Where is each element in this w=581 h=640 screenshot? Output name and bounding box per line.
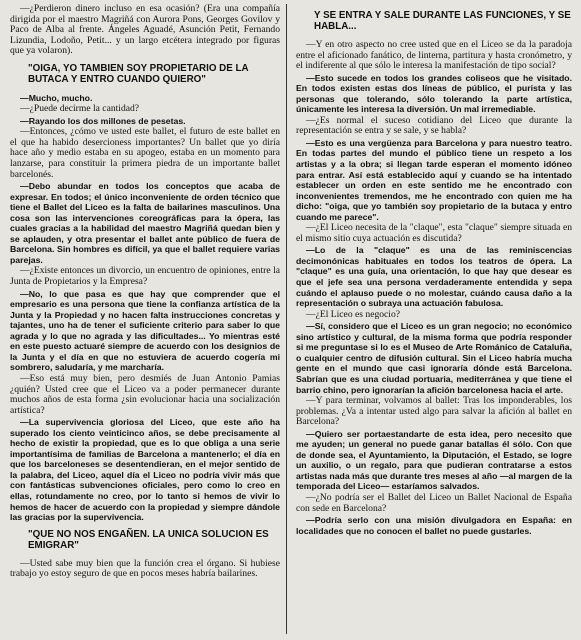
question-paragraph: —¿No podría ser el Ballet del Liceo un Ballet Nacional de España con sede en Barcelona? — [296, 491, 572, 514]
section-heading: "QUE NO NOS ENGAÑEN. LA UNICA SOLUCION ES EMIGRAR" — [28, 528, 269, 551]
right-column — [296, 4, 572, 537]
answer-paragraph: —Esto sucede en todos los grandes coliseos que he visitado. En todos existen estas dos líneas de público, el purista y las personas que tolerando, sólo tolerando la parte artística, únicamente les interesa la diversión. Un mal irremediable. — [296, 72, 572, 115]
question-paragraph: —Eso está muy bien, pero desmiés de Juan Antonio Pamias ¿quién? Usted cree que el Liceo va a poder permanecer durante muchos años de esta forma ¿sin evolucionar hacia una socialización artística? — [10, 372, 280, 416]
answer-paragraph: —Lo de la "claque" es una de las reminiscencias decimonónicas habituales en todos los teatros de ópera. La "claque" es una guía, una orientación, lo que hay que desear es que el jefe sea una persona verdaderamente entendida y sepa cuándo el aplauso puede o no molestar, cuándo causa daño a la representación o subraya una actuación fabulosa. — [296, 245, 572, 309]
question-paragraph: —¿Perdieron dinero incluso en esa ocasión? (Era una compañía dirigida por el maestro Magriñá con Aurora Pons, Georges Govilov y Paco de Alba al frente. Ángeles Aguadé, Asunción Petit, Fernando Lizundia, Lodoño, Petit... y un largo etcétera integrado por figuras que ya volaron). — [10, 3, 280, 57]
question-paragraph: —¿El Liceo es negocio? — [306, 308, 401, 320]
column-divider — [286, 4, 287, 634]
question-paragraph: —¿Puede decirme la cantidad? — [20, 103, 140, 115]
question-paragraph: —¿Existe entonces un divorcio, un encuentro de opiniones, entre la Junta de Propietarios y la Empresa? — [10, 265, 280, 288]
answer-paragraph: —Rayando los dos millones de pesetas. — [20, 115, 186, 126]
answer-paragraph: —Esto es una vergüenza para Barcelona y para nuestro teatro. En todas partes del mundo el público tiene un respeto a los artistas y a la obra; si llegan tarde esperan el momento idóneo para entrar. Así está establecido aquí y cuando se ha intentado establecer un orden en este sentido me he encontrado con inconvenientes tremendos, me he encontrado con quien me ha dicho: "oiga, que yo también soy propietario de la butaca y entro cuando me parece". — [296, 137, 572, 222]
question-paragraph: —¿El Liceo necesita de la "claque", esta "claque" siempre situada en el mismo sitio cuya actuación es discutida? — [296, 222, 572, 244]
section-heading: Y SE ENTRA Y SALE DURANTE LAS FUNCIONES, Y SE HABLA... — [314, 10, 571, 32]
answer-paragraph: —Quiero ser portaestandarte de esta idea, pero necesito que me ayuden; un general no puede ganar batallas él sólo. Con que de donde sea, el Ayuntamiento, la Diputación, el Estado, se logre un auxilio, o un regalo, para que pudieran contratarse a estos artistas nada más que durante tres meses al año —al margen de la temporada del Liceo— estaríamos salvados. — [296, 428, 572, 492]
section-heading: "OIGA, YO TAMBIEN SOY PROPIETARIO DE LA BUTACA Y ENTRO CUANDO QUIERO" — [28, 62, 249, 85]
question-paragraph: —Usted sabe muy bien que la función crea el órgano. Si hubiese trabajo yo estoy seguro de que en pocos meses habría bailarines. — [10, 557, 280, 580]
question-paragraph: —Y en otro aspecto no cree usted que en el Liceo se da la paradoja entre el aficionado fanático, de linterna, partitura y hasta cronómetro, y el indiferente al que sólo le interesa la manifestación de tipo social? — [296, 39, 572, 72]
answer-paragraph: —Debo abundar en todos los conceptos que acaba de expresar. En todos; el único inconveniente de orden técnico que tiene el Ballet del Liceo es la falta de bailarines masculinos. Una cosa son las intervenciones coreográficas para la ópera, las cuales gracias a la habilidad del maestro Magriñá quedan bien y se aplauden, y otra presentar el ballet ante público de fuera de Barcelona. Sin hombres es difícil, ya que el ballet requiere varias parejas. — [10, 181, 280, 265]
left-column — [10, 4, 280, 581]
answer-paragraph: —Sí, considero que el Liceo es un gran negocio; no económico sino artístico y cultural, de la misma forma que podría responder si me preguntase si lo es el Museo de Arte Románico de Cataluña, o cualquier centro de difusión cultural. Sin el Liceo habría mucha gente en el mundo que casi ignoraría dónde está Barcelona. Sabrían que es una ciudad portuaria, mediterránea y que tiene el barrio chino, pero ignorarían la afición barcelonesa hacia el arte. — [296, 321, 572, 395]
answer-paragraph: —Podría serlo con una misión divulgadora en España: en localidades que no conocen el ballet no puede gustarles. — [296, 515, 572, 536]
question-paragraph: —Entonces, ¿cómo ve usted este ballet, el futuro de este ballet en el que ha habido desercioness importantes? Un ballet que yo diría hace año y medio estaba en su apogeo, estaba en un momento para lanzarse, para constituir la primera piedra de un importante ballet barcelonés. — [10, 126, 280, 180]
answer-paragraph: —Mucho, mucho. — [20, 92, 93, 103]
answer-paragraph: —La supervivencia gloriosa del Liceo, que este año ha superado los ciento veinticinco años, se debe precisamente al hecho de existir la propiedad, que es lo que obliga a una serie importantísima de familias de Barcelona a mantenerlo; el día en que los barceloneses se desentendieran, en el mejor sentido de la palabra, del Liceo, aquel día el Liceo no podría vivir más que con fantásticas subvenciones oficiales, pero como lo creo en ellas, rotundamente no creo, por lo tanto si hemos de vivir lo hemos de hacer de acuerdo con la propiedad y siempre dándole las gracias por la supervivencia. — [10, 417, 280, 523]
question-paragraph: —Y para terminar, volvamos al ballet: Tras los imponderables, los problemas. ¿Va a intentar usted algo para salvar la afición al ballet en Barcelona? — [296, 395, 572, 428]
answer-paragraph: —No, lo que pasa es que hay que comprender que el empresario es una persona que tiene la confianza artística de la Junta y la Propiedad y no hacen falta instrucciones concretas y tajantes, uno ha de tener el suficiente criterio para saber lo que agrada y lo que no agrada y las dificultades... Yo mientras esté en este puesto actuaré siempre de acuerdo con los designios de la Junta y el día en que no estuviera de acuerdo cogería mi sombrero, saludaría, y me marcharía. — [10, 288, 280, 373]
question-paragraph: —¿Es normal el suceso cotidiano del Liceo que durante la representación se entra y se sale, y se habla? — [296, 114, 572, 137]
